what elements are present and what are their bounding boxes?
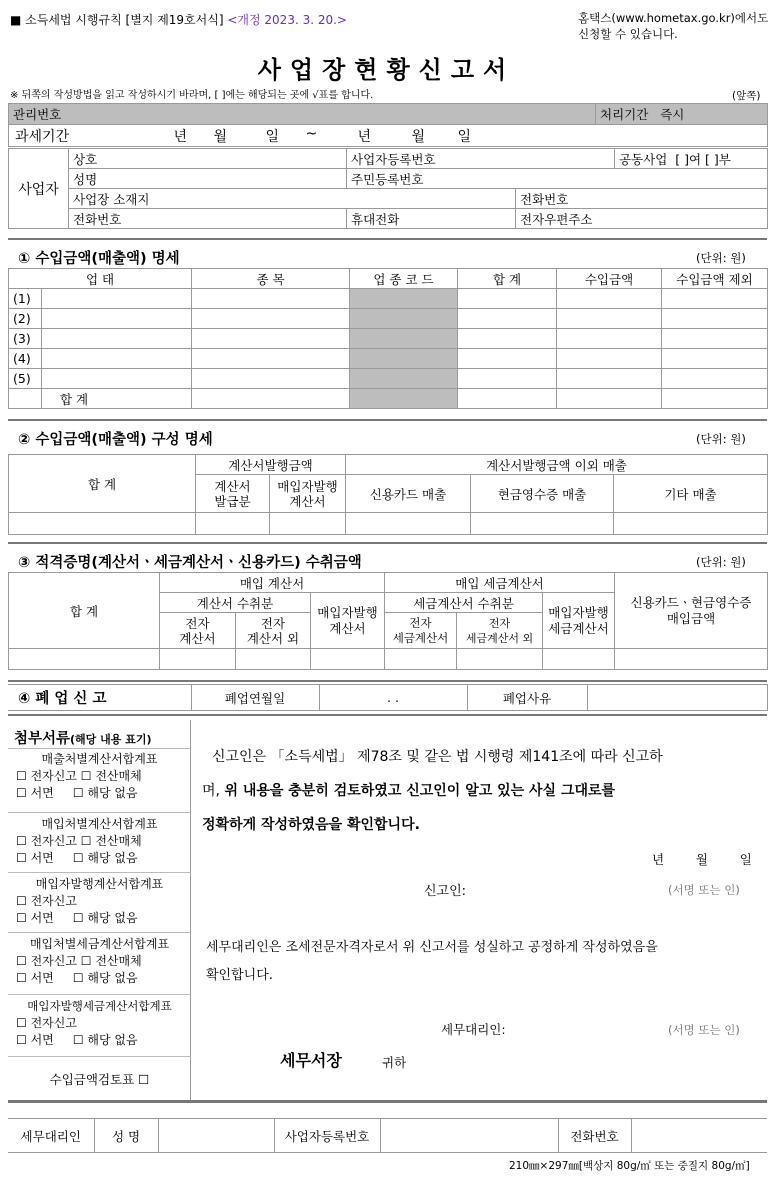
s2-cash-receipt-sales: 현금영수증 매출 [471, 475, 614, 513]
col-revenue-excluded: 수입금액 제외 [662, 269, 768, 289]
row-number: (5) [9, 369, 42, 389]
attach-options[interactable]: ☐ 서면 ☐ 해당 없음 [16, 1033, 138, 1047]
col-business-type: 업 태 [9, 269, 192, 289]
hometax-note [578, 10, 768, 42]
attachments-title-sub: (해당 내용 표기) [70, 733, 152, 746]
s3-e-tax-invoice-other: 전자 세금계산서 외 [457, 613, 543, 649]
period-month-2: 월 [411, 128, 426, 145]
agent-signature[interactable]: (서명 또는 인) [668, 1023, 740, 1037]
section1-unit: (단위: 원) [696, 251, 746, 265]
s2-card-sales: 신용카드 매출 [346, 475, 471, 513]
declaration-line3: 정확하게 작성하였음을 확인합니다. [202, 817, 420, 833]
revision-link[interactable]: <개정 2023. 3. 20.> [227, 13, 347, 27]
attach-options[interactable]: ☐ 서면 ☐ 해당 없음 [16, 851, 138, 865]
section3-title: ③ 적격증명(계산서ㆍ세금계산서ㆍ신용카드) 수취금액 [18, 555, 362, 571]
closure-reason-field[interactable] [587, 685, 767, 711]
mobile-field[interactable]: 휴대전화 [347, 209, 516, 229]
period-year-2: 년 [357, 128, 372, 145]
paper-spec: 210㎜×297㎜[백상지 80g/㎡ 또는 중질지 80g/㎡] [509, 1160, 750, 1172]
s3-e-tax-invoice: 전자 세금계산서 [385, 613, 457, 649]
closure-reason-label: 폐업사유 [467, 685, 587, 711]
revenue-composition-table [8, 454, 768, 535]
declaration-line2a: 며, [202, 783, 225, 799]
attachments-title [14, 727, 152, 748]
joint-business-field[interactable] [615, 149, 768, 169]
phone-field-2[interactable]: 전화번호 [69, 209, 347, 229]
closure-date-label: 폐업연월일 [191, 685, 319, 711]
s2-other-sales: 계산서발행금액 이외 매출 [346, 455, 768, 475]
table-row[interactable] [9, 289, 768, 309]
section2-title: ② 수입금액(매출액) 구성 명세 [18, 432, 213, 448]
reporter-label: 신고인: [424, 884, 467, 899]
declaration-line2 [202, 774, 762, 808]
period-day-1: 일 [265, 128, 280, 145]
footer-phone-field[interactable] [631, 1119, 767, 1153]
s2-invoice-issued: 계산서발행금액 [196, 455, 346, 475]
page-title: 사업장현황신고서 [257, 56, 516, 84]
footer-name-field[interactable] [158, 1119, 274, 1153]
footer-reg-no-label: 사업자등록번호 [274, 1119, 380, 1153]
front-side-label: (앞쪽) [732, 90, 761, 102]
attach-options[interactable]: ☐ 전자신고 ☐ 전산매체 [16, 954, 142, 968]
total-row[interactable] [9, 389, 768, 409]
declaration-line1: 신고인은 「소득세법」 제78조 및 같은 법 시행령 제141조에 따라 신고하 [212, 749, 663, 765]
management-number: 관리번호 [9, 104, 596, 125]
s2-total-label: 합 계 [9, 455, 196, 513]
s3-buyer-invoice: 매입자발행 계산서 [311, 593, 385, 649]
resident-no-field[interactable]: 주민등록번호 [347, 169, 768, 189]
honorific: 귀하 [382, 1055, 407, 1070]
table-row[interactable] [9, 329, 768, 349]
attach-options[interactable]: ☐ 전자신고 ☐ 전산매체 [16, 834, 142, 848]
processing-period [596, 104, 768, 125]
attach-group [8, 813, 191, 873]
attach-options[interactable]: ☐ 전자신고 [16, 1016, 77, 1030]
processing-value: 즉시 [660, 107, 685, 122]
attach-options[interactable]: ☐ 전자신고 ☐ 전산매체 [16, 769, 142, 783]
table-row[interactable] [9, 513, 768, 535]
s3-buyer-tax-invoice: 매입자발행 세금계산서 [543, 593, 615, 649]
s3-tax-invoice-received: 세금계산서 수취분 [385, 593, 543, 613]
revenue-review-checkbox[interactable]: 수입금액검토표 ☐ [49, 1072, 150, 1087]
tax-period-row[interactable] [9, 125, 768, 147]
s3-total-label: 합 계 [9, 573, 160, 649]
attach-group [8, 933, 191, 995]
s2-invoice-issued-part: 계산서 발급분 [196, 475, 270, 513]
row-number: (4) [9, 349, 42, 369]
joint-business-label: 공동사업 [619, 151, 668, 167]
attach-group [8, 995, 191, 1057]
period-tilde: ~ [305, 125, 318, 142]
instruction-note: ※ 뒤쪽의 작성방법을 읽고 작성하시기 바라며, [ ]에는 해당되는 곳에 √표를 합니다. [10, 90, 374, 101]
agent-info-table [8, 1118, 767, 1153]
rep-name-field[interactable]: 성명 [69, 169, 347, 189]
s3-card-cash: 신용카드ㆍ현금영수증 매입금액 [615, 573, 768, 649]
attach-group [8, 751, 191, 813]
s3-purchase-tax-invoice: 매입 세금계산서 [385, 573, 615, 593]
closure-date-field[interactable]: . . [319, 685, 467, 711]
hometax-line1[interactable]: 홈택스(www.hometax.go.kr)에서도 [578, 11, 769, 25]
footer-agent-label: 세무대리인 [8, 1119, 94, 1153]
attach-group-title: 매입자발행세금계산서합계표 [27, 999, 172, 1013]
qualified-proof-table [8, 572, 768, 670]
period-month-1: 월 [213, 128, 228, 145]
col-total: 합 계 [458, 269, 557, 289]
col-revenue: 수입금액 [557, 269, 662, 289]
agent-declaration-line2: 확인합니다. [206, 968, 273, 983]
agent-label: 세무대리인: [441, 1022, 506, 1037]
section1-title: ① 수입금액(매출액) 명세 [18, 251, 180, 267]
phone-field[interactable]: 전화번호 [516, 189, 768, 209]
form-reference [10, 11, 347, 28]
s3-e-invoice: 전자 계산서 [160, 613, 236, 649]
attach-group-title: 매입자발행계산서합계표 [35, 877, 164, 891]
table-row[interactable] [9, 649, 768, 670]
s3-invoice-received: 계산서 수취분 [160, 593, 311, 613]
attach-group-title: 매입처별세금계산서합계표 [29, 937, 170, 951]
footer-phone-label: 전화번호 [558, 1119, 631, 1153]
tax-office-head: 세무서장 [280, 1051, 342, 1070]
col-industry-code: 업 종 코 드 [350, 269, 458, 289]
attach-group [8, 873, 191, 933]
section2-unit: (단위: 원) [696, 432, 746, 446]
revenue-detail-table [8, 268, 768, 409]
s3-e-invoice-other: 전자 계산서 외 [236, 613, 311, 649]
attachments-panel [8, 720, 191, 1100]
footer-reg-no-field[interactable] [380, 1119, 558, 1153]
row-number: (2) [9, 309, 42, 329]
joint-business-options[interactable]: [ ]여 [ ]부 [675, 151, 731, 167]
table-row[interactable] [9, 349, 768, 369]
s2-etc-sales: 기타 매출 [614, 475, 768, 513]
tax-period-label: 과세기간 [15, 128, 70, 145]
s2-buyer-issued: 매입자발행 계산서 [270, 475, 346, 513]
table-row[interactable] [9, 309, 768, 329]
s3-purchase-invoice: 매입 계산서 [160, 573, 385, 593]
row-number: (3) [9, 329, 42, 349]
col-item: 종 목 [192, 269, 350, 289]
attach-options[interactable]: ☐ 전자신고 [16, 894, 77, 908]
business-table [8, 148, 768, 229]
email-field[interactable]: 전자우편주소 [516, 209, 768, 229]
table-row[interactable] [9, 369, 768, 389]
declaration-line2b: 위 내용을 충분히 검토하였고 신고인이 알고 있는 사실 그대로를 [224, 783, 616, 799]
hometax-line2: 신청할 수 있습니다. [578, 27, 678, 41]
trade-name-field[interactable]: 상호 [69, 149, 347, 169]
attach-group-title: 매입처별계산서합계표 [41, 817, 158, 831]
attach-options[interactable]: ☐ 서면 ☐ 해당 없음 [16, 911, 138, 925]
basic-info-table [8, 103, 768, 147]
total-label: 합 계 [42, 389, 192, 409]
section3-unit: (단위: 원) [696, 555, 746, 569]
business-label: 사업자 [9, 149, 69, 229]
business-reg-no-field[interactable]: 사업자등록번호 [347, 149, 615, 169]
row-number: (1) [9, 289, 42, 309]
closure-table [8, 684, 768, 711]
processing-label: 처리기간 [600, 107, 649, 122]
agent-declaration-line1: 세무대리인은 조세전문자격자로서 위 신고서를 성실하고 공정하게 작성하였음을 [206, 940, 658, 955]
declaration-date[interactable]: 년 월 일 [652, 852, 752, 867]
reporter-signature[interactable]: (서명 또는 인) [668, 883, 740, 897]
attach-group-title: 매출처별계산서합계표 [41, 752, 158, 766]
address-field[interactable]: 사업장 소재지 [69, 189, 516, 209]
attachments-title-text: 첨부서류 [14, 731, 71, 747]
attach-options[interactable]: ☐ 서면 ☐ 해당 없음 [16, 786, 138, 800]
attach-options[interactable]: ☐ 서면 ☐ 해당 없음 [16, 971, 138, 985]
period-year-1: 년 [173, 128, 188, 145]
form-ref-text: ■ 소득세법 시행규칙 [별지 제19호서식] [10, 13, 224, 27]
section4-title: ④ 폐 업 신 고 [8, 685, 191, 711]
period-day-2: 일 [457, 128, 472, 145]
footer-name-label: 성 명 [94, 1119, 158, 1153]
